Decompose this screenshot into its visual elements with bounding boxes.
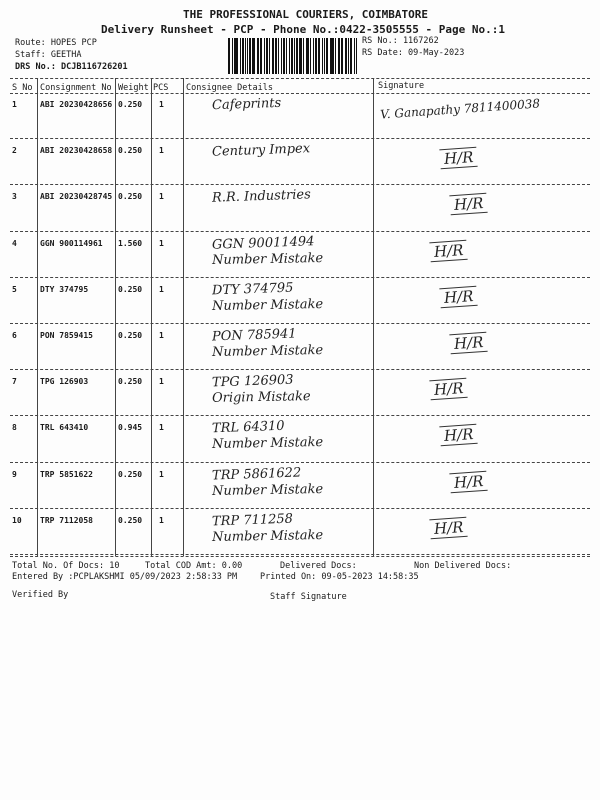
row-weight: 0.250	[118, 469, 143, 479]
barcode-bar	[335, 38, 336, 74]
col-weight: Weight	[118, 83, 149, 93]
row-divider	[10, 323, 590, 324]
col-consignee: Consignee Details	[186, 83, 273, 93]
barcode	[228, 38, 358, 74]
row-consignment-no: GGN 900114961	[40, 238, 103, 248]
barcode-bar	[283, 38, 286, 74]
row-consignee-handwriting: Number Mistake	[211, 527, 324, 545]
row-consignment-no: TPG 126903	[40, 377, 89, 387]
delivered-docs: Delivered Docs:	[280, 561, 357, 571]
row-sno: 4	[12, 238, 17, 248]
barcode-bar	[257, 38, 258, 74]
barcode-bar	[299, 38, 302, 74]
column-line	[373, 78, 374, 556]
row-pcs: 1	[159, 284, 164, 294]
row-sno: 1	[12, 100, 17, 109]
row-signature: H/R	[439, 147, 478, 170]
row-consignee-handwriting: Number Mistake	[211, 481, 324, 499]
row-consignee-handwriting: TPG 126903	[211, 372, 294, 391]
row-divider	[10, 231, 590, 232]
barcode-bar	[245, 38, 246, 74]
row-divider	[10, 462, 590, 463]
barcode-bar	[275, 38, 277, 74]
barcode-bar	[247, 38, 248, 74]
row-consignment-no: TRP 7112058	[40, 515, 93, 525]
row-consignee-handwriting: TRP 711258	[211, 511, 294, 530]
row-divider	[10, 508, 590, 509]
row-sno: 6	[12, 331, 17, 340]
barcode-bar	[289, 38, 290, 74]
row-pcs: 1	[159, 331, 164, 340]
row-pcs: 1	[159, 423, 164, 433]
barcode-bar	[348, 38, 349, 74]
row-signature: H/R	[449, 470, 488, 493]
company-title: THE PROFESSIONAL COURIERS, COIMBATORE	[183, 8, 429, 21]
barcode-bar	[235, 38, 238, 74]
row-consignment-no: TRL 643410	[40, 423, 89, 433]
barcode-bar	[296, 38, 298, 74]
row-consignee-handwriting: Number Mistake	[211, 435, 324, 453]
row-divider	[10, 138, 590, 139]
rs-number: RS No.: 1167262	[362, 36, 439, 46]
total-cod: Total COD Amt: 0.00	[145, 561, 243, 571]
divider	[10, 93, 590, 94]
row-pcs: 1	[159, 469, 164, 479]
row-sno: 7	[12, 377, 17, 387]
barcode-bar	[281, 38, 282, 74]
barcode-bar	[342, 38, 343, 74]
barcode-bar	[303, 38, 304, 74]
barcode-bar	[260, 38, 262, 74]
row-sno: 5	[12, 284, 17, 294]
barcode-bar	[252, 38, 255, 74]
non-delivered-docs: Non Delivered Docs:	[414, 561, 512, 571]
row-consignment-no: PON 7859415	[40, 331, 93, 340]
barcode-bar	[228, 38, 230, 74]
barcode-bar	[324, 38, 325, 74]
barcode-bar	[264, 38, 265, 74]
row-signature: H/R	[429, 378, 468, 401]
rs-date: RS Date: 09-May-2023	[362, 48, 465, 58]
row-consignee-handwriting: Number Mistake	[211, 296, 324, 314]
row-consignee-handwriting: PON 785941	[211, 326, 297, 345]
barcode-bar	[306, 38, 307, 74]
barcode-bar	[272, 38, 274, 74]
row-consignment-no: ABI 20230428656	[40, 100, 113, 109]
barcode-bar	[242, 38, 244, 74]
row-consignee-handwriting: DTY 374795	[211, 280, 294, 299]
barcode-bar	[310, 38, 311, 74]
barcode-bar	[249, 38, 251, 74]
row-signature: H/R	[449, 332, 488, 355]
row-sno: 9	[12, 469, 17, 479]
total-docs: Total No. Of Docs: 10	[12, 561, 120, 571]
barcode-bar	[350, 38, 353, 74]
row-divider	[10, 184, 590, 185]
verified-by: Verified By	[12, 590, 69, 600]
col-signature: Signature	[378, 81, 425, 91]
row-weight: 0.250	[118, 146, 143, 156]
barcode-bar	[286, 38, 287, 74]
barcode-bar	[345, 38, 347, 74]
row-pcs: 1	[159, 238, 164, 248]
barcode-bar	[232, 38, 233, 74]
barcode-bar	[341, 38, 342, 74]
row-divider	[10, 277, 590, 278]
col-pcs: PCS	[153, 83, 169, 93]
row-pcs: 1	[159, 192, 164, 202]
row-consignment-no: TRP 5851622	[40, 469, 93, 479]
divider	[10, 556, 590, 557]
barcode-bar	[330, 38, 331, 74]
staff-signature: Staff Signature	[270, 592, 347, 602]
row-pcs: 1	[159, 515, 164, 525]
divider	[10, 78, 590, 79]
row-consignment-no: DTY 374795	[40, 284, 89, 294]
row-pcs: 1	[159, 146, 164, 156]
barcode-bar	[338, 38, 340, 74]
column-line	[37, 78, 38, 556]
row-weight: 0.250	[118, 100, 143, 109]
column-line	[115, 78, 116, 556]
barcode-bar	[234, 38, 235, 74]
row-weight: 0.945	[118, 423, 143, 433]
row-consignment-no: ABI 20230428745	[40, 192, 113, 202]
row-pcs: 1	[159, 100, 164, 109]
row-consignee-handwriting: Cafeprints	[211, 95, 282, 114]
row-consignee-handwriting: R.R. Industries	[211, 187, 312, 207]
row-weight: 1.560	[118, 238, 143, 248]
row-sno: 2	[12, 146, 17, 156]
row-consignee-handwriting: Century Impex	[211, 141, 311, 160]
row-pcs: 1	[159, 377, 164, 387]
row-consignment-no: ABI 20230428658	[40, 146, 113, 156]
row-weight: 0.250	[118, 284, 143, 294]
barcode-bar	[354, 38, 355, 74]
barcode-bar	[258, 38, 259, 74]
row-weight: 0.250	[118, 192, 143, 202]
barcode-bar	[315, 38, 318, 74]
row-consignee-handwriting: Number Mistake	[211, 250, 324, 268]
runsheet-title: Delivery Runsheet - PCP - Phone No.:0422-3505555 - Page No.:1	[101, 23, 505, 36]
row-consignee-handwriting: TRP 5861622	[211, 465, 302, 484]
barcode-bar	[322, 38, 323, 74]
row-divider	[10, 415, 590, 416]
route-label: Route: HOPES PCP	[15, 38, 97, 48]
entered-by: Entered By :PCPLAKSHMI 05/09/2023 2:58:33 PM	[12, 572, 238, 582]
row-consignee-handwriting: Number Mistake	[211, 343, 324, 360]
barcode-bar	[294, 38, 295, 74]
row-divider	[10, 554, 590, 555]
row-consignee-handwriting: Origin Mistake	[211, 389, 311, 407]
barcode-bar	[240, 38, 241, 74]
row-sno: 3	[12, 192, 17, 202]
row-signature: H/R	[429, 239, 468, 262]
column-line	[151, 78, 152, 556]
row-consignee-handwriting: TRL 64310	[211, 419, 285, 437]
barcode-bar	[313, 38, 314, 74]
row-weight: 0.250	[118, 377, 143, 387]
barcode-bar	[291, 38, 293, 74]
row-signature: V. Ganapathy 7811400038	[379, 96, 541, 122]
barcode-bar	[331, 38, 334, 74]
row-sno: 10	[12, 515, 22, 525]
row-divider	[10, 369, 590, 370]
drs-number: DRS No.: DCJB116726201	[15, 62, 128, 72]
barcode-bar	[356, 38, 357, 74]
row-signature: H/R	[449, 193, 488, 216]
barcode-bar	[266, 38, 269, 74]
row-signature: H/R	[429, 517, 468, 540]
staff-label: Staff: GEETHA	[15, 50, 82, 60]
col-consignment: Consignment No	[40, 83, 112, 93]
printed-on: Printed On: 09-05-2023 14:58:35	[260, 572, 419, 582]
barcode-bar	[318, 38, 320, 74]
row-weight: 0.250	[118, 515, 143, 525]
barcode-bar	[269, 38, 270, 74]
barcode-bar	[307, 38, 309, 74]
row-sno: 8	[12, 423, 17, 433]
column-line	[183, 78, 184, 556]
row-consignee-handwriting: GGN 90011494	[211, 233, 315, 253]
barcode-bar	[278, 38, 279, 74]
row-signature: H/R	[439, 286, 478, 309]
row-signature: H/R	[439, 424, 478, 447]
col-sno: S No	[12, 83, 33, 93]
row-weight: 0.250	[118, 331, 143, 340]
barcode-bar	[326, 38, 328, 74]
